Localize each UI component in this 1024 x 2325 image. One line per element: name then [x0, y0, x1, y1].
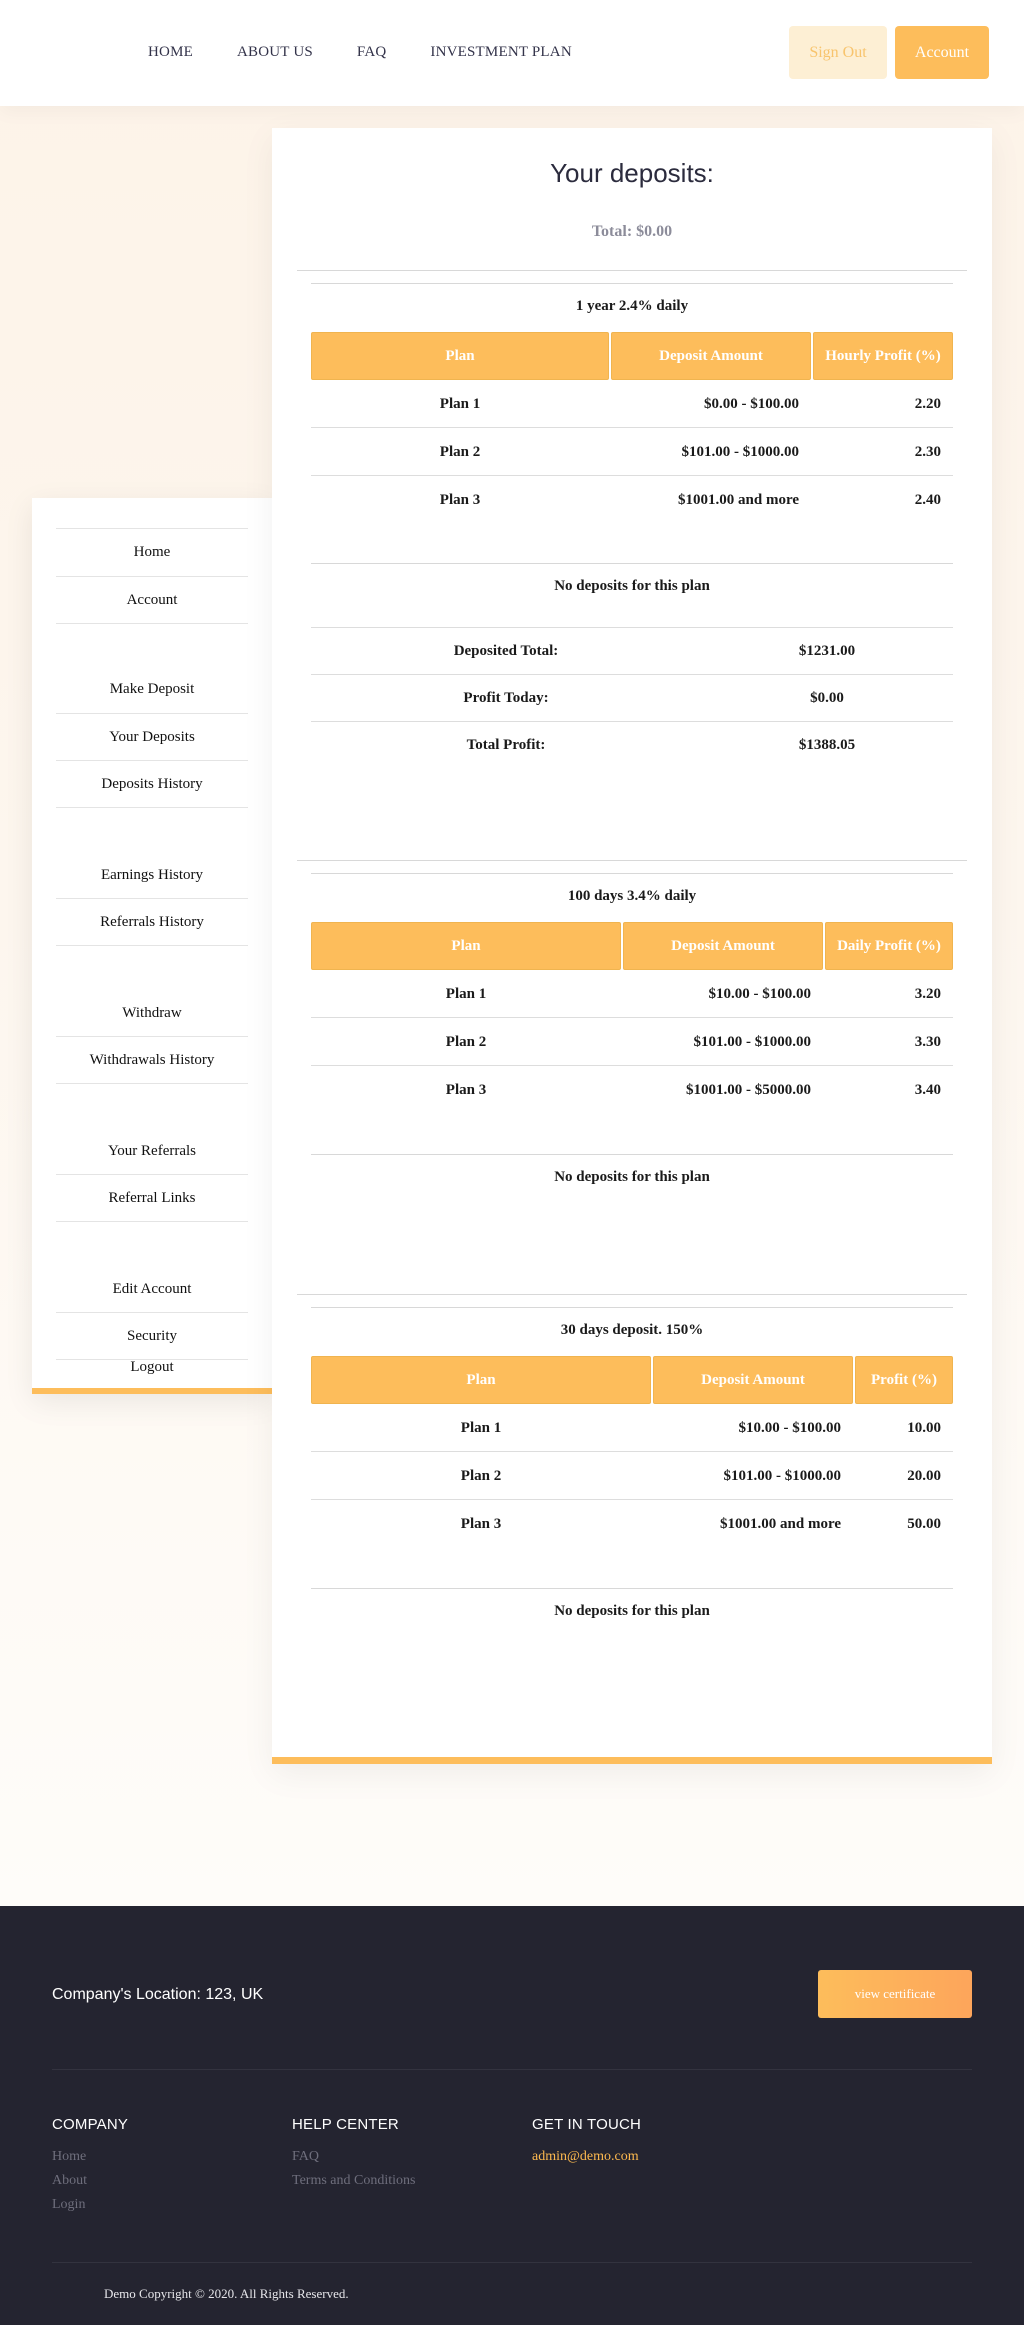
summary-value: $0.00 [810, 690, 844, 706]
sidebar-item-deposits-history[interactable]: Deposits History [56, 760, 248, 808]
plan-name-cell: Plan 3 [445, 1081, 487, 1098]
deposits-total: Total: $0.00 [591, 223, 673, 240]
account-button[interactable]: Account [895, 26, 989, 79]
table-row [311, 380, 953, 428]
nav-home-link[interactable]: HOME [148, 44, 193, 60]
no-deposits-message: No deposits for this plan [554, 578, 710, 594]
sidebar-item-edit-account[interactable]: Edit Account [112, 1280, 192, 1297]
table-row [311, 1452, 953, 1500]
summary-row-total-profit [311, 721, 953, 768]
plan-name-cell: Plan 2 [445, 1033, 487, 1050]
footer-company-column [52, 2116, 128, 2217]
sidebar-item-referrals-history[interactable]: Referrals History [56, 898, 248, 946]
plan-title: 1 year 2.4% daily [575, 298, 689, 314]
plan-title: 100 days 3.4% daily [567, 888, 697, 904]
amount-cell: $101.00 - $1000.00 [681, 443, 799, 460]
footer-link-faq[interactable]: FAQ [292, 2149, 319, 2164]
account-sidebar [32, 498, 272, 1394]
profit-cell: 3.20 [914, 985, 941, 1002]
profit-cell: 2.40 [914, 491, 941, 508]
profit-cell: 50.00 [907, 1515, 941, 1532]
contact-email-link[interactable]: admin@demo.com [532, 2149, 639, 2164]
deposits-panel [272, 128, 992, 1764]
divider [297, 270, 967, 271]
sign-out-button[interactable]: Sign Out [789, 26, 887, 79]
main-nav [148, 44, 616, 61]
column-header-deposit-amount: Deposit Amount [623, 922, 823, 970]
plan-name-cell: Plan 3 [439, 491, 481, 508]
footer-help-column [292, 2116, 415, 2193]
footer-link-about[interactable]: About [52, 2173, 87, 2188]
nav-about-link[interactable]: ABOUT US [236, 44, 313, 60]
divider [297, 1294, 967, 1295]
profit-cell: 3.30 [914, 1033, 941, 1050]
sidebar-item-your-referrals[interactable]: Your Referrals [107, 1142, 197, 1159]
column-header-plan: Plan [311, 332, 609, 380]
summary-row-deposited-total [311, 627, 953, 674]
divider [311, 563, 953, 564]
profit-cell: 2.30 [914, 443, 941, 460]
plan-table [311, 1356, 953, 1532]
divider [311, 873, 953, 874]
column-header-plan: Plan [311, 1356, 651, 1404]
table-row [311, 428, 953, 476]
column-header-profit: Daily Profit (%) [825, 922, 953, 970]
amount-cell: $101.00 - $1000.00 [723, 1467, 841, 1484]
plan-title: 30 days deposit. 150% [560, 1322, 704, 1338]
summary-label: Total Profit: [466, 737, 546, 753]
page-title: Your deposits: [550, 158, 714, 188]
table-row [311, 476, 953, 524]
plan-table [311, 332, 953, 508]
plan-name-cell: Plan 2 [439, 443, 481, 460]
plan-name-cell: Plan 1 [460, 1419, 502, 1436]
footer-heading: COMPANY [52, 2116, 129, 2133]
amount-cell: $1001.00 and more [720, 1515, 841, 1532]
amount-cell: $10.00 - $100.00 [738, 1419, 841, 1436]
plan-name-cell: Plan 3 [460, 1515, 502, 1532]
footer-link-login[interactable]: Login [52, 2197, 86, 2212]
no-deposits-message: No deposits for this plan [554, 1169, 710, 1185]
column-header-profit: Profit (%) [855, 1356, 953, 1404]
profit-cell: 2.20 [914, 395, 941, 412]
copyright-text: Demo Copyright © 2020. All Rights Reserved. [104, 2286, 349, 2301]
divider [311, 1154, 953, 1155]
footer-link-home[interactable]: Home [52, 2149, 87, 2164]
column-header-profit: Hourly Profit (%) [813, 332, 953, 380]
divider [311, 283, 953, 284]
view-certificate-button[interactable]: view certificate [818, 1970, 972, 2018]
divider [52, 2069, 972, 2070]
nav-investment-plan-link[interactable]: INVESTMENT PLAN [430, 44, 572, 60]
footer-heading: GET IN TOUCH [532, 2116, 642, 2133]
column-header-deposit-amount: Deposit Amount [611, 332, 811, 380]
table-row [311, 970, 953, 1018]
column-header-deposit-amount: Deposit Amount [653, 1356, 853, 1404]
divider [311, 1588, 953, 1589]
summary-label: Deposited Total: [453, 643, 559, 659]
footer-contact-column [532, 2116, 641, 2169]
profit-cell: 3.40 [914, 1081, 941, 1098]
amount-cell: $0.00 - $100.00 [704, 395, 799, 412]
table-row [311, 1404, 953, 1452]
no-deposits-message: No deposits for this plan [554, 1603, 710, 1619]
plan-name-cell: Plan 1 [439, 395, 481, 412]
sidebar-item-make-deposit[interactable]: Make Deposit [109, 680, 195, 697]
divider [297, 860, 967, 861]
table-row [311, 1066, 953, 1114]
amount-cell: $1001.00 - $5000.00 [686, 1081, 811, 1098]
profit-cell: 20.00 [907, 1467, 941, 1484]
table-row [311, 1018, 953, 1066]
sidebar-item-account[interactable]: Account [56, 576, 248, 624]
sidebar-item-logout[interactable]: Logout [130, 1358, 174, 1375]
site-header [0, 0, 1024, 106]
summary-value: $1388.05 [798, 737, 856, 753]
column-header-plan: Plan [311, 922, 621, 970]
amount-cell: $101.00 - $1000.00 [693, 1033, 811, 1050]
summary-row-profit-today [311, 674, 953, 721]
sidebar-item-home[interactable]: Home [56, 528, 248, 576]
summary-value: $1231.00 [798, 643, 856, 659]
sidebar-item-referral-links[interactable]: Referral Links [56, 1174, 248, 1222]
nav-faq-link[interactable]: FAQ [356, 44, 387, 60]
amount-cell: $1001.00 and more [678, 491, 799, 508]
summary-label: Profit Today: [463, 690, 549, 706]
plan-name-cell: Plan 1 [445, 985, 487, 1002]
sidebar-item-security[interactable]: Security [56, 1312, 248, 1360]
sidebar-item-withdrawals-history[interactable]: Withdrawals History [56, 1036, 248, 1084]
sidebar-item-earnings-history[interactable]: Earnings History [100, 866, 204, 883]
footer-heading: HELP CENTER [292, 2116, 399, 2133]
company-location: Company's Location: 123, UK [52, 1986, 264, 2003]
divider [311, 1307, 953, 1308]
table-row [311, 1500, 953, 1548]
sidebar-item-your-deposits[interactable]: Your Deposits [56, 713, 248, 761]
plan-table [311, 922, 953, 1098]
sidebar-item-withdraw[interactable]: Withdraw [122, 1004, 182, 1021]
footer-link-terms[interactable]: Terms and Conditions [292, 2173, 416, 2188]
profit-cell: 10.00 [907, 1419, 941, 1436]
amount-cell: $10.00 - $100.00 [708, 985, 811, 1002]
plan-name-cell: Plan 2 [460, 1467, 502, 1484]
divider [52, 2262, 972, 2263]
site-footer [0, 1906, 1024, 2325]
